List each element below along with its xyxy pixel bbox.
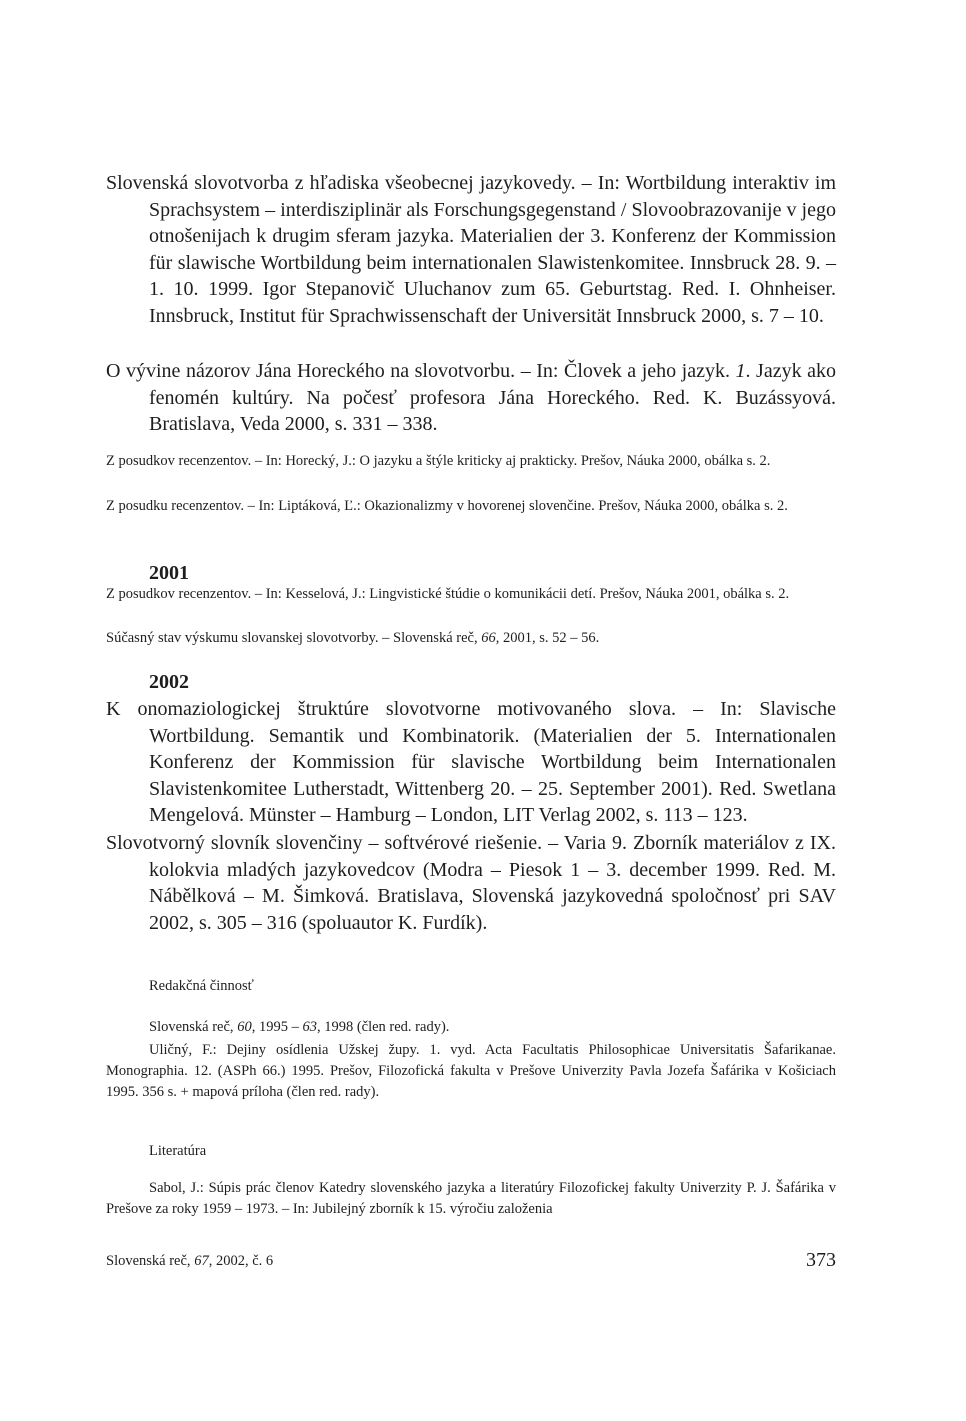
year-heading-2001: 2001 bbox=[149, 562, 189, 584]
editorial-entry: Uličný, F.: Dejiny osídlenia Užskej župy. 1. vyd. Acta Facultatis Philosophicae Universitatis Šafarikanae. Monographia. 12. (ASPh 66.) 1995. Prešov, Filozofická fakulta v Prešove Univerzity Pavla Jozefa Šafárika v Košiciach 1995. 356 s. + mapová príloha (člen red. rady). bbox=[106, 1042, 836, 1100]
section-heading-editorial: Redakčná činnosť bbox=[149, 978, 254, 994]
editorial-entry: Slovenská reč, 60, 1995 – 63, 1998 (člen red. rady). bbox=[149, 1019, 450, 1035]
literature-entry: Sabol, J.: Súpis prác členov Katedry slovenského jazyka a literatúry Filozofickej fakulty Univerzity P. J. Šafárika v Prešove za roky 1959 – 1973. – In: Jubilejný zborník k 15. výročiu založenia bbox=[106, 1180, 836, 1217]
bibliography-entry: Súčasný stav výskumu slovanskej slovotvorby. – Slovenská reč, 66, 2001, s. 52 – 56. bbox=[106, 630, 600, 646]
bibliography-entry: Slovenská slovotvorba z hľadiska všeobecnej jazykovedy. – In: Wortbildung interaktiv im Sprachsystem – interdisziplinär als Forschungsgegenstand / Slovoobrazovanije v jego otnošenijach k drugim sferam jazyka. Materialien der 3. Konferenz der Kommission für slawische Wortbildung beim internationalen Slawistenkomitee. Innsbruck 28. 9. – 1. 10. 1999. Igor Stepanovič Uluchanov zum 65. Geburtstag. Red. I. Ohnheiser. Innsbruck, Institut für Sprachwissenschaft der Universität Innsbruck 2000, s. 7 – 10. bbox=[106, 172, 836, 327]
review-entry: Z posudkov recenzentov. – In: Horecký, J.: O jazyku a štýle kriticky aj prakticky. Prešov, Náuka 2000, obálka s. 2. bbox=[106, 453, 771, 469]
year-heading-2002: 2002 bbox=[149, 671, 189, 693]
bibliography-entry: Slovotvorný slovník slovenčiny – softvérové riešenie. – Varia 9. Zborník materiálov z IX. kolokvia mladých jazykovedcov (Modra – Piesok 1 – 3. december 1999. Red. M. Nábělková – M. Šimková. Bratislava, Slovenská jazykovedná spoločnosť pri SAV 2002, s. 305 – 316 (spoluautor K. Furdík). bbox=[106, 832, 836, 934]
section-heading-literature: Literatúra bbox=[149, 1143, 207, 1159]
page-footer bbox=[106, 1246, 836, 1272]
journal-citation: Slovenská reč, 67, 2002, č. 6 bbox=[106, 1253, 274, 1269]
page-number: 373 bbox=[806, 1249, 836, 1271]
bibliography-entry: O vývine názorov Jána Horeckého na slovotvorbu. – In: Človek a jeho jazyk. 1. Jazyk ako fenomén kultúry. Na počesť profesora Jána Horeckého. Red. K. Buzássyová. Bratislava, Veda 2000, s. 331 – 338. bbox=[106, 360, 836, 435]
bibliography-entry: Z posudkov recenzentov. – In: Kesselová, J.: Lingvistické štúdie o komunikácii detí. Prešov, Náuka 2001, obálka s. 2. bbox=[106, 586, 790, 602]
review-entry: Z posudku recenzentov. – In: Liptáková, Ľ.: Okazionalizmy v hovorenej slovenčine. Prešov, Náuka 2000, obálka s. 2. bbox=[106, 498, 788, 514]
bibliography-entry: K onomaziologickej štruktúre slovotvorne motivovaného slova. – In: Slavische Wortbildung. Semantik und Kombinatorik. (Materialien der 5. Internationalen Konferenz der Kommission für slavische Wortbildung beim Internationalen Slavistenkomitee Lutherstadt, Wittenberg 20. – 25. September 2001). Red. Swetlana Mengelová. Münster – Hamburg – London, LIT Verlag 2002, s. 113 – 123. bbox=[106, 698, 836, 826]
